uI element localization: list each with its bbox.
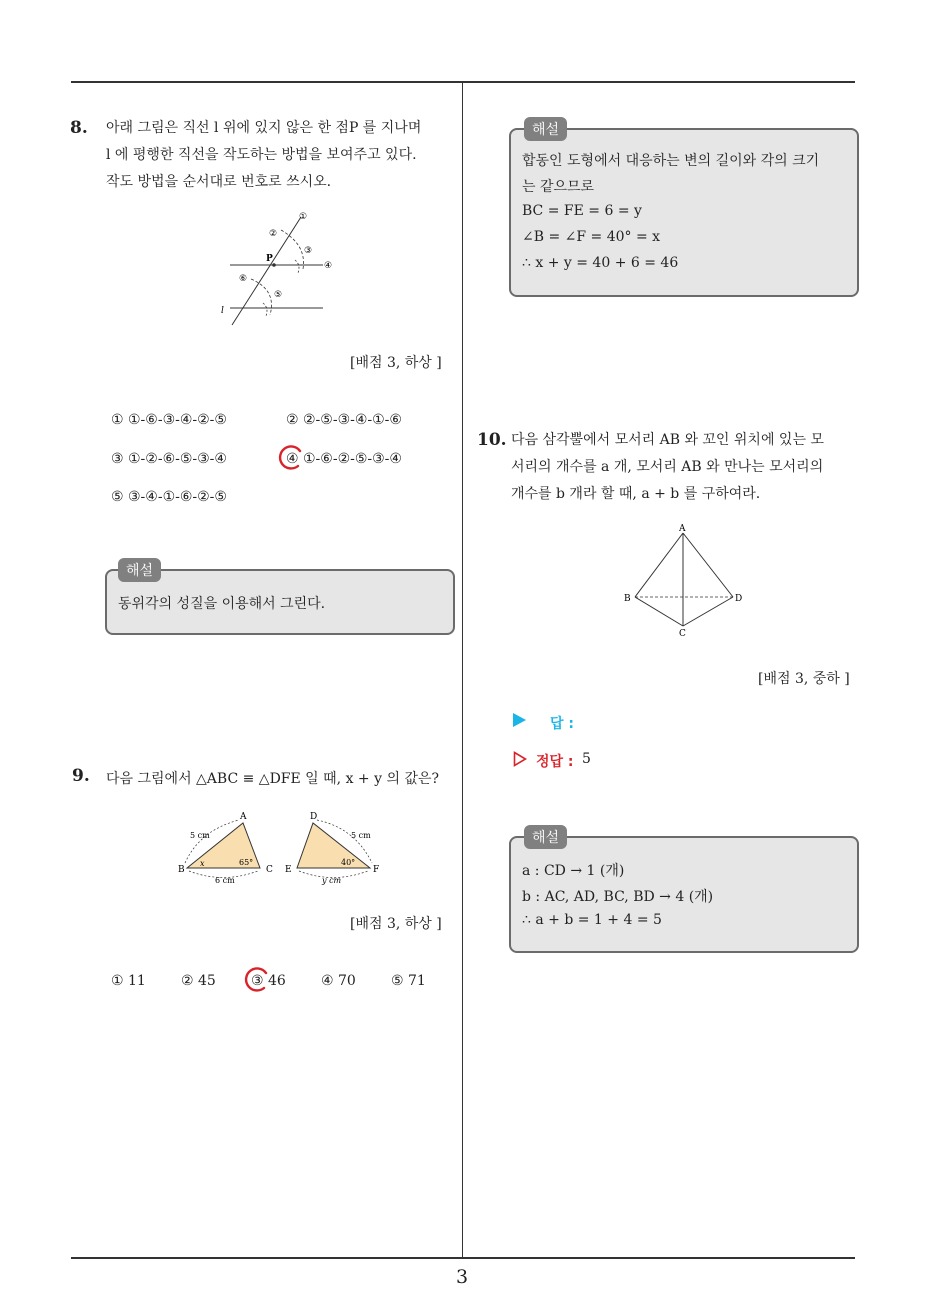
question-9-score: [배점 3, 하상 ]: [350, 916, 442, 932]
question-9-option-4[interactable]: ④ 70: [321, 973, 356, 989]
question-8-line-2: l 에 평행한 직선을 작도하는 방법을 보여주고 있다.: [106, 147, 417, 163]
arc-upper: [281, 230, 304, 269]
answer-mark-q9: [244, 967, 270, 993]
correct-answer-label: 정답 :: [536, 754, 574, 770]
column-divider: [462, 83, 463, 1258]
answer-arrow-icon: [513, 713, 526, 727]
vertex-d: D: [735, 594, 743, 604]
question-10-number: 10.: [477, 430, 507, 450]
edge-cd: [683, 597, 733, 626]
mark-6: ⑥: [239, 274, 248, 284]
mark-2: ②: [269, 229, 278, 239]
question-9-text: 다음 그림에서 △ABC ≡ △DFE 일 때, x + y 의 값은?: [106, 771, 439, 787]
question-10-score: [배점 3, 중하 ]: [758, 671, 850, 687]
label-e: E: [285, 865, 292, 875]
answer-mark-q8: [278, 445, 304, 471]
answer-label: 답 :: [550, 716, 574, 732]
correct-answer-arrow-icon: [513, 751, 527, 767]
page-number: 3: [456, 1266, 469, 1288]
triangle-def: [297, 823, 370, 868]
question-9-solution-tag: 해설: [524, 117, 567, 141]
label-b: B: [178, 865, 185, 875]
vertex-b: B: [624, 594, 631, 604]
question-10-line-3: 개수를 b 개라 할 때, a + b 를 구하여라.: [511, 486, 761, 502]
question-10-solution-tag: 해설: [524, 825, 567, 849]
question-9-option-1[interactable]: ① 11: [111, 973, 146, 989]
question-8-line-1: 아래 그림은 직선 l 위에 있지 않은 한 점P 를 지나며: [106, 120, 422, 136]
question-9-option-3[interactable]: ③ 46: [251, 973, 286, 989]
label-a: A: [240, 812, 247, 822]
question-8-text: [106, 115, 421, 196]
q8-construction-figure: [215, 205, 345, 330]
side-ab: 5 cm: [190, 831, 210, 840]
q9-triangles-figure: [175, 808, 385, 888]
angle-c: 65°: [239, 858, 254, 867]
label-f: F: [373, 865, 380, 875]
question-8-number: 8.: [70, 118, 88, 138]
question-8-option-1[interactable]: ① ①-⑥-③-④-②-⑤: [111, 412, 227, 428]
q10-pyramid-figure: [620, 522, 750, 642]
mark-4: ④: [324, 261, 333, 271]
label-p: P: [266, 254, 273, 264]
question-10-text: [511, 427, 824, 508]
question-8-option-5[interactable]: ⑤ ③-④-①-⑥-②-⑤: [111, 489, 227, 505]
question-9-option-2[interactable]: ② 45: [181, 973, 216, 989]
question-9-number: 9.: [72, 766, 90, 786]
vertex-c: C: [679, 629, 686, 639]
question-9-solution-line-2: 는 같으므로: [522, 179, 595, 195]
label-d: D: [310, 812, 318, 822]
label-l: l: [221, 306, 224, 316]
question-8-option-4[interactable]: ④ ①-⑥-②-⑤-③-④: [286, 451, 402, 467]
edge-bc: [635, 597, 683, 626]
question-10-solution-line-2: b : AC, AD, BC, BD → 4 (개): [522, 889, 714, 905]
bottom-rule: [71, 1257, 855, 1259]
edge-ad: [683, 533, 733, 597]
question-9-solution-line-3: BC = FE = 6 = y: [522, 203, 642, 219]
question-10-line-2: 서리의 개수를 a 개, 모서리 AB 와 만나는 모서리의: [511, 459, 824, 475]
question-8-score: [배점 3, 하상 ]: [350, 355, 442, 371]
question-9-solution-line-5: ∴ x + y = 40 + 6 = 46: [522, 255, 679, 271]
question-8-option-3[interactable]: ③ ①-②-⑥-⑤-③-④: [111, 451, 227, 467]
question-9-solution-line-4: ∠B = ∠F = 40° = x: [522, 229, 661, 245]
angle-b: x: [200, 859, 205, 868]
question-9-solution-line-1: 합동인 도형에서 대응하는 변의 길이와 각의 크기: [522, 153, 820, 169]
arc-lower: [251, 279, 271, 315]
edge-ab: [635, 533, 683, 597]
question-9-option-5[interactable]: ⑤ 71: [391, 973, 426, 989]
question-10-line-1: 다음 삼각뿔에서 모서리 AB 와 꼬인 위치에 있는 모: [511, 432, 824, 448]
transversal: [232, 217, 301, 325]
mark-1: ①: [299, 212, 308, 222]
question-10-solution-line-1: a : CD → 1 (개): [522, 863, 625, 879]
label-c: C: [266, 865, 273, 875]
side-df: 5 cm: [351, 831, 371, 840]
question-8-solution-tag: 해설: [118, 558, 161, 582]
question-10-solution-line-3: ∴ a + b = 1 + 4 = 5: [522, 912, 662, 928]
question-8-solution-text: 동위각의 성질을 이용해서 그린다.: [118, 596, 326, 612]
vertex-a: A: [679, 524, 686, 534]
side-bc: 6 cm: [215, 876, 235, 885]
mark-3: ③: [304, 246, 313, 256]
mark-5: ⑤: [274, 290, 283, 300]
question-8-line-3: 작도 방법을 순서대로 번호로 쓰시오.: [106, 174, 332, 190]
side-ef: y cm: [322, 876, 342, 885]
correct-answer-value: 5: [582, 751, 591, 767]
question-8-option-2[interactable]: ② ②-⑤-③-④-①-⑥: [286, 412, 402, 428]
top-rule: [71, 81, 855, 83]
angle-f: 40°: [341, 858, 356, 867]
